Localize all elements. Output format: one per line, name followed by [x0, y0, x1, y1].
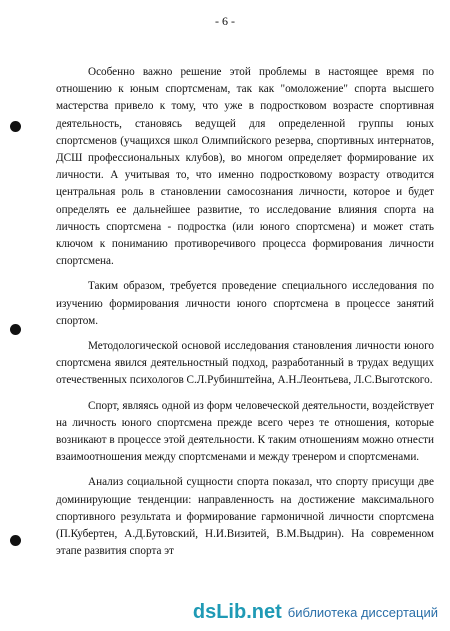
paragraph-2: Таким образом, требуется проведение специального исследования по изучению формирования личности юного спортсмена в процессе занятий спортом. — [56, 280, 434, 327]
paragraph-3: Методологической основой исследования становления личности юного спортсмена явился деятельностный подход, разработанный в трудах ведущих отечественных психологов С.Л.Рубинштейна, А.Н.Леонтьева, Л.С.Выготского. — [56, 340, 434, 387]
page-number: - 6 - — [215, 14, 235, 28]
paragraph-4: Спорт, являясь одной из форм человеческой деятельности, воздействует на личность юного спортсмена прежде всего через те отношения, которые возникают в процессе этой деятельности. К таким отношениям можно отнести взаимоотношения между спортсменами и между тренером и спортсменами. — [56, 399, 434, 464]
watermark[interactable] — [189, 599, 442, 625]
document-body — [56, 64, 434, 560]
binder-hole-mark — [10, 121, 21, 132]
paragraph-5: Анализ социальной сущности спорта показал, что спорту присущи две доминирующие тенденции: направленность на достижение максимального спортивного результата и формирование гармоничной личности спортсмена (П.Кубертен, А.Д.Бутовский, Н.И.Визитей, В.М.Выдрин). На современном этапе развития спорта эт — [56, 476, 434, 558]
watermark-logo: dsLib.net — [192, 601, 282, 623]
paragraph-1: Особенно важно решение этой проблемы в настоящее время по отношению к юным спортсменам, так как "омоложение" спорта высшего мастерства привело к тому, что уже в подростковом возрасте спортивная деятельность, становясь ведущей для определенной группы юных спортсменов (учащихся школ Олимпийского резерва, спортивных интернатов, ДСШ профессиональных клубов), во многом определяет формирование их личности. А учитывая то, что именно подростковому возрасту отводится центральная роль в становлении самосознания личности, которое и будет определять ее дальнейшее развитие, то исследование влияния спорта на личность спортсмена - подростка (или юного спортсмена) и может стать ключом к пониманию противоречивого процесса формирования личности спортсмена. — [56, 66, 434, 268]
binder-hole-mark — [10, 535, 21, 546]
binder-hole-mark — [10, 324, 21, 335]
watermark-caption: библиотека диссертаций — [287, 604, 438, 620]
